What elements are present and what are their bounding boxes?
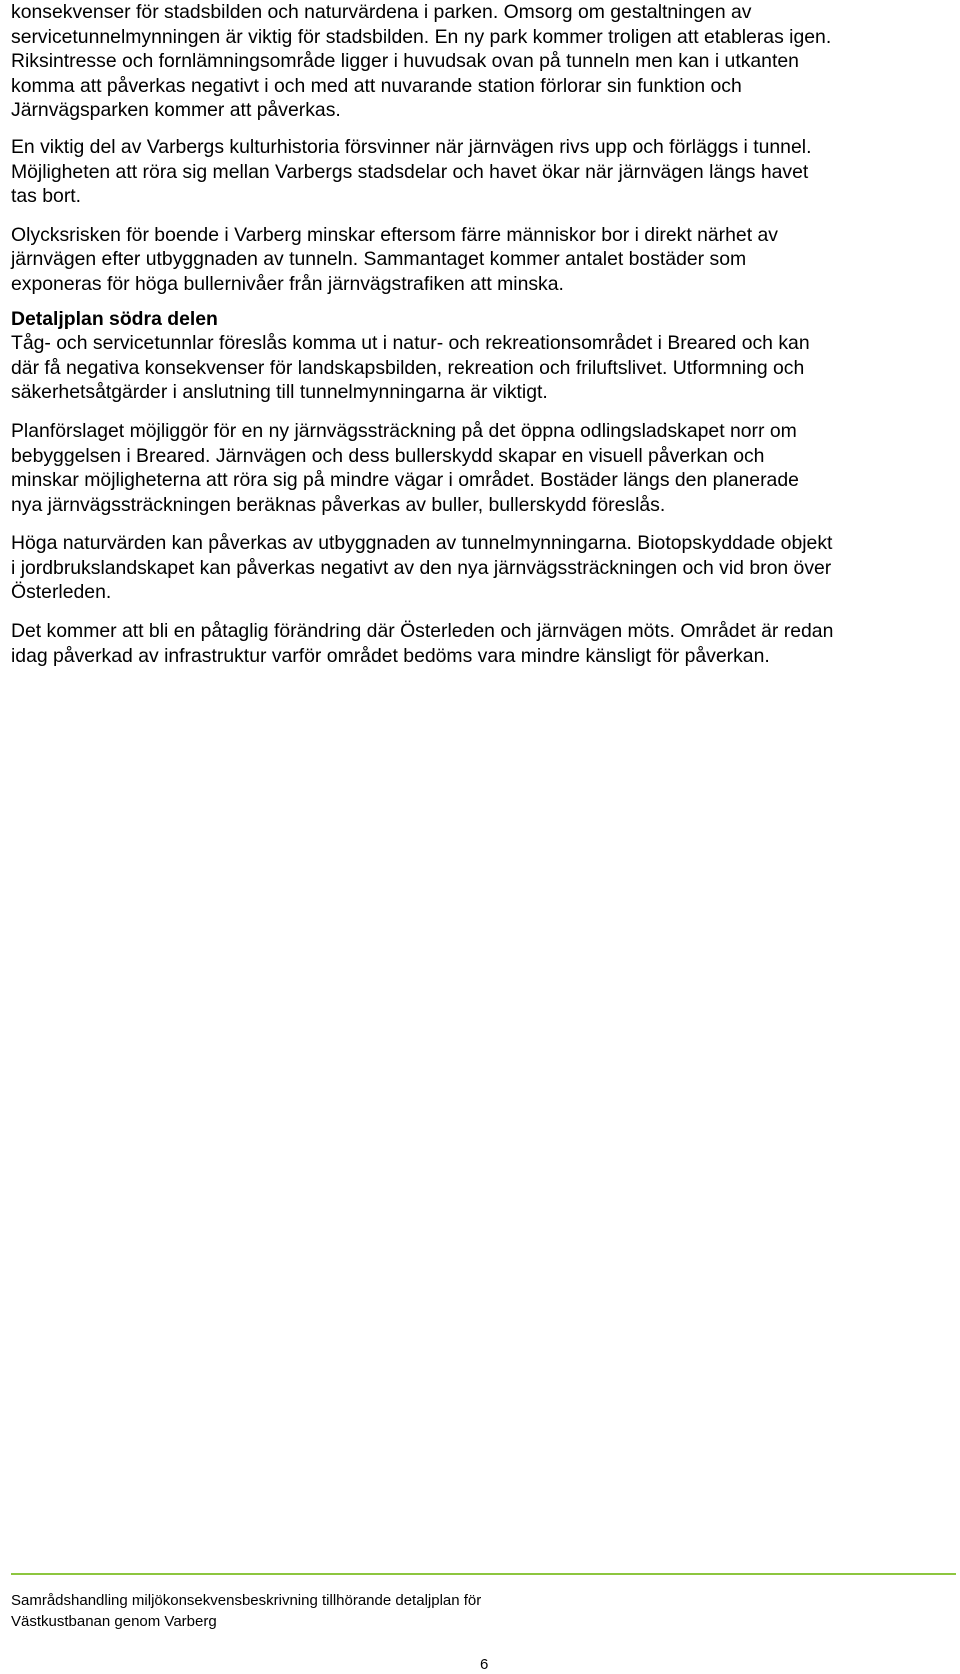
- body-paragraph: En viktig del av Varbergs kulturhistoria försvinner när järnvägen rivs upp och förläggs i tunnel. Möjligheten att röra sig mellan Varbergs stadsdelar och havet ökar när järnvägen längs havet tas bort.: [11, 135, 812, 208]
- body-paragraph: Det kommer att bli en påtaglig förändring där Österleden och järnvägen möts. Området är redan idag påverkad av infrastruktur varför området bedöms vara mindre känsligt för påverkan.: [11, 620, 834, 667]
- page-number: 6: [480, 1656, 489, 1673]
- body-paragraph: Planförslaget möjliggör för en ny järnvägssträckning på det öppna odlingsladskapet norr om bebyggelsen i Breared. Järnvägen och dess bullerskydd skapar en visuell påverkan och minskar möjligheterna att röra sig på mindre vägar i området. Bostäder längs den planerade nya järnvägssträckningen beräknas påverkas av buller, bullerskydd föreslås.: [11, 419, 799, 516]
- document-body: [11, 0, 951, 682]
- body-paragraph: Tåg- och servicetunnlar föreslås komma ut i natur- och rekreationsområdet i Breared och kan där få negativa konsekvenser för landskapsbilden, rekreation och friluftslivet. Utformning och säkerhetsåtgärder i anslutning till tunnelmynningarna är viktigt.: [11, 332, 810, 404]
- body-paragraph: Höga naturvärden kan påverkas av utbyggnaden av tunnelmynningarna. Biotopskyddade objekt i jordbrukslandskapet kan påverkas negativt av den nya järnvägssträckningen och vid bron över Österleden.: [11, 532, 833, 604]
- footer-text: Samrådshandling miljökonsekvensbeskrivning tillhörande detaljplan för Västkustbanan genom Varberg: [11, 1592, 482, 1630]
- body-paragraph: Olycksrisken för boende i Varberg minskar eftersom färre människor bor i direkt närhet av järnvägen efter utbyggnaden av tunneln. Sammantaget kommer antalet bostäder som exponeras för höga bullernivåer från järnvägstrafiken att minska.: [11, 223, 778, 295]
- body-paragraph: konsekvenser för stadsbilden och naturvärdena i parken. Omsorg om gestaltningen av servicetunnelmynningen är viktig för stadsbilden. En ny park kommer troligen att etableras igen. Riksintresse och fornlämningsområde ligger i huvudsak ovan på tunneln men kan i utkanten komma att påverkas negativt i och med att nuvarande station förlorar sin funktion och Järnvägsparken kommer att påverkas.: [11, 1, 832, 122]
- footer-divider: [11, 1573, 956, 1575]
- section-heading: Detaljplan södra delen: [11, 307, 218, 330]
